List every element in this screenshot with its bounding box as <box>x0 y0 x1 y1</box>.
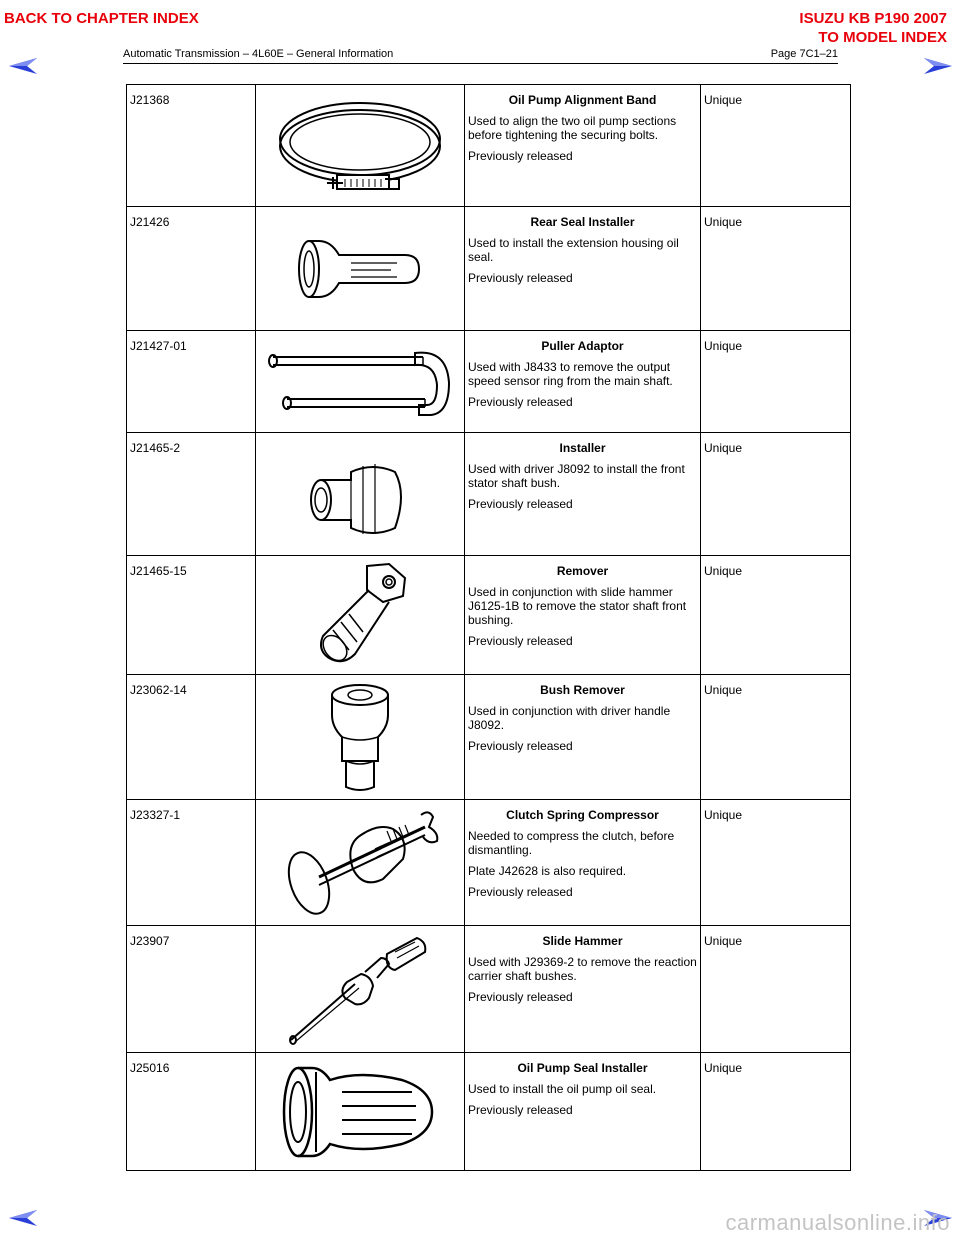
tool-status: Previously released <box>468 271 573 285</box>
clutch-spring-compressor-icon <box>275 805 445 920</box>
tool-status: Previously released <box>468 634 573 648</box>
rear-seal-installer-icon <box>295 229 425 309</box>
tool-status: Previously released <box>468 497 573 511</box>
tool-status: Previously released <box>468 739 573 753</box>
tool-status: Previously released <box>468 885 573 899</box>
tool-code: J21465-2 <box>127 433 256 556</box>
table-row <box>127 207 851 331</box>
tool-name: Puller Adaptor <box>541 339 624 353</box>
header-divider <box>123 63 838 64</box>
next-page-arrow-icon[interactable] <box>922 56 954 76</box>
back-to-chapter-index-link[interactable]: BACK TO CHAPTER INDEX <box>4 10 199 27</box>
tool-image-cell <box>256 800 465 926</box>
tool-name: Slide Hammer <box>542 934 623 948</box>
tool-status: Previously released <box>468 990 573 1004</box>
tool-image-cell <box>256 433 465 556</box>
slide-hammer-icon <box>285 932 435 1047</box>
tool-image-cell <box>256 207 465 331</box>
tool-description-cell <box>465 207 701 331</box>
tool-code: J25016 <box>127 1053 256 1171</box>
special-tools-table <box>126 84 851 1171</box>
tool-description-cell <box>465 556 701 675</box>
page-number: Page 7C1–21 <box>770 48 838 60</box>
tool-availability: Unique <box>701 331 851 433</box>
tool-name: Clutch Spring Compressor <box>506 808 659 822</box>
previous-page-arrow-icon-bottom[interactable] <box>7 1208 39 1228</box>
bush-remover-icon <box>325 681 395 793</box>
tool-code: J21368 <box>127 85 256 207</box>
alignment-band-icon <box>275 91 445 201</box>
tool-description: Used with J29369-2 to remove the reaction carrier shaft bushes. <box>468 955 697 983</box>
puller-adaptor-icon <box>265 347 455 417</box>
tool-name: Installer <box>559 441 606 455</box>
tool-status: Previously released <box>468 395 573 409</box>
tool-name: Rear Seal Installer <box>530 215 635 229</box>
document-title: Automatic Transmission – 4L60E – General Information <box>123 48 394 60</box>
tool-availability: Unique <box>701 556 851 675</box>
tool-name: Oil Pump Seal Installer <box>517 1061 648 1075</box>
tool-code: J23062-14 <box>127 675 256 800</box>
tool-name: Oil Pump Alignment Band <box>508 93 657 107</box>
tool-description-cell <box>465 926 701 1053</box>
tool-availability: Unique <box>701 675 851 800</box>
tool-description: Used with J8433 to remove the output speed sensor ring from the main shaft. <box>468 360 673 388</box>
to-model-index-link[interactable]: TO MODEL INDEX <box>818 29 947 46</box>
tool-description-cell <box>465 331 701 433</box>
tool-status: Previously released <box>468 1103 573 1117</box>
tool-name: Remover <box>556 564 609 578</box>
tool-image-cell <box>256 556 465 675</box>
tool-image-cell <box>256 331 465 433</box>
tool-image-cell <box>256 85 465 207</box>
previous-page-arrow-icon[interactable] <box>7 56 39 76</box>
table-row <box>127 331 851 433</box>
tool-availability: Unique <box>701 926 851 1053</box>
tool-code: J21427-01 <box>127 331 256 433</box>
tool-status: Previously released <box>468 149 573 163</box>
table-row <box>127 433 851 556</box>
tool-image-cell <box>256 926 465 1053</box>
watermark: carmanualsonline.info <box>725 1210 950 1235</box>
table-row <box>127 675 851 800</box>
table-row <box>127 556 851 675</box>
tool-image-cell <box>256 1053 465 1171</box>
tool-code: J23907 <box>127 926 256 1053</box>
remover-icon <box>305 560 415 670</box>
tool-description-cell <box>465 675 701 800</box>
tool-availability: Unique <box>701 800 851 926</box>
model-title: ISUZU KB P190 2007 <box>799 10 947 27</box>
tool-availability: Unique <box>701 433 851 556</box>
tool-description: Used to align the two oil pump sections before tightening the securing bolts. <box>468 114 677 142</box>
tool-description: Used in conjunction with driver handle J8092. <box>468 704 671 732</box>
tool-description-cell <box>465 800 701 926</box>
table-row <box>127 1053 851 1171</box>
tool-availability: Unique <box>701 1053 851 1171</box>
tool-image-cell <box>256 675 465 800</box>
tool-code: J21426 <box>127 207 256 331</box>
installer-icon <box>305 454 415 534</box>
tool-availability: Unique <box>701 85 851 207</box>
tool-description-cell <box>465 433 701 556</box>
tool-description: Used in conjunction with slide hammer J6125-1B to remove the stator shaft front bushing. <box>468 585 687 627</box>
tool-description-cell <box>465 85 701 207</box>
tool-name: Bush Remover <box>540 683 625 697</box>
tool-description: Used to install the extension housing oil seal. <box>468 236 679 264</box>
tool-code: J21465-15 <box>127 556 256 675</box>
oil-pump-seal-installer-icon <box>280 1062 440 1162</box>
tool-code: J23327-1 <box>127 800 256 926</box>
tool-description-cell <box>465 1053 701 1171</box>
tool-description: Used with driver J8092 to install the front stator shaft bush. <box>468 462 685 490</box>
tool-description: Used to install the oil pump oil seal. <box>468 1082 657 1096</box>
table-row <box>127 926 851 1053</box>
table-row <box>127 85 851 207</box>
table-row <box>127 800 851 926</box>
tool-description-extra: Plate J42628 is also required. <box>468 864 627 878</box>
tool-availability: Unique <box>701 207 851 331</box>
tool-description: Needed to compress the clutch, before dismantling. <box>468 829 675 857</box>
